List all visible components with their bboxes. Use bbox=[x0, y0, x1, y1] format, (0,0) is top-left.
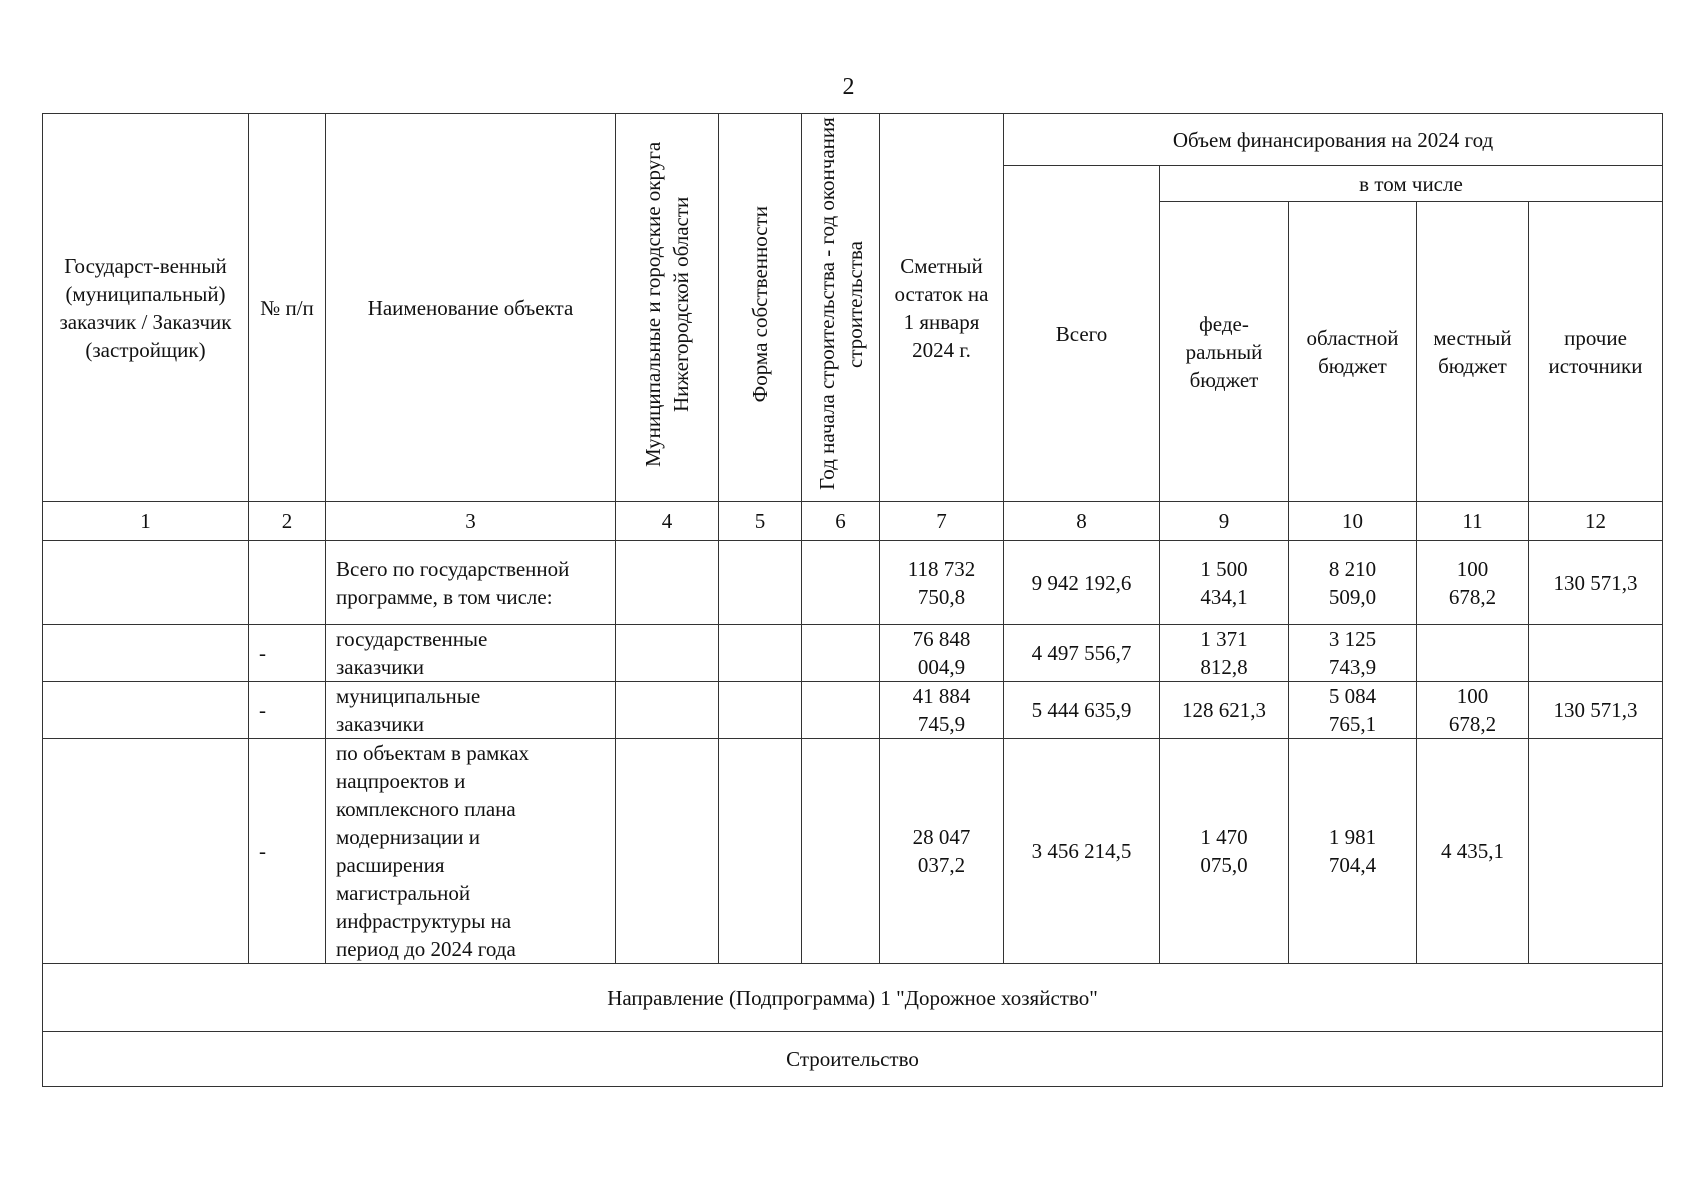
section-construction: Строительство bbox=[43, 1032, 1663, 1087]
header-funding-title bbox=[1004, 114, 1663, 166]
cell-object-name: государственные заказчики bbox=[326, 625, 616, 682]
cell-object-name: Всего по государственной программе, в том числе: bbox=[326, 541, 616, 625]
cell-object-name: по объектам в рамках нацпроектов и комплексного плана модернизации и расширения магистральной инфраструктуры на период до 2024 года bbox=[326, 739, 616, 964]
cell-years bbox=[802, 682, 880, 739]
header-regional bbox=[1289, 202, 1417, 502]
header-ownership bbox=[719, 114, 802, 502]
cell-district bbox=[616, 682, 719, 739]
column-number: 7 bbox=[880, 502, 1004, 541]
header-federal-text: феде-ральный бюджет bbox=[1185, 311, 1263, 392]
table-row bbox=[43, 682, 1663, 739]
cell-balance: 41 884 745,9 bbox=[880, 682, 1004, 739]
header-district-text: Муниципальные и городские округа Нижегородской области bbox=[641, 141, 693, 467]
table-row bbox=[43, 625, 1663, 682]
cell-district bbox=[616, 739, 719, 964]
cell-number: - bbox=[249, 739, 326, 964]
column-number: 11 bbox=[1417, 502, 1529, 541]
cell-local: 100 678,2 bbox=[1417, 682, 1529, 739]
cell-regional: 3 125 743,9 bbox=[1289, 625, 1417, 682]
cell-balance: 28 047 037,2 bbox=[880, 739, 1004, 964]
column-numbers-row bbox=[43, 502, 1663, 541]
cell-ownership bbox=[719, 682, 802, 739]
column-number: 10 bbox=[1289, 502, 1417, 541]
header-federal bbox=[1160, 202, 1289, 502]
cell-regional: 5 084 765,1 bbox=[1289, 682, 1417, 739]
column-number: 6 bbox=[802, 502, 880, 541]
header-customer-text: Государст-венный (муниципальный) заказчик / Заказчик (застройщик) bbox=[59, 253, 232, 362]
cell-other: 130 571,3 bbox=[1529, 541, 1663, 625]
header-including-text: в том числе bbox=[1359, 171, 1463, 196]
cell-local: 4 435,1 bbox=[1417, 739, 1529, 964]
cell-other bbox=[1529, 625, 1663, 682]
header-district bbox=[616, 114, 719, 502]
cell-object-name: муниципальные заказчики bbox=[326, 682, 616, 739]
header-including bbox=[1160, 166, 1663, 202]
column-number: 1 bbox=[43, 502, 249, 541]
header-object-name bbox=[326, 114, 616, 502]
cell-customer bbox=[43, 541, 249, 625]
section-direction-row bbox=[43, 964, 1663, 1032]
cell-customer bbox=[43, 682, 249, 739]
cell-district bbox=[616, 541, 719, 625]
header-number-text: № п/п bbox=[260, 295, 314, 320]
page-number: 2 bbox=[842, 74, 855, 100]
cell-total: 3 456 214,5 bbox=[1004, 739, 1160, 964]
column-number: 12 bbox=[1529, 502, 1663, 541]
header-years bbox=[802, 114, 880, 502]
header-balance-text: Сметный остаток на 1 января 2024 г. bbox=[894, 253, 989, 362]
header-object-name-text: Наименование объекта bbox=[367, 295, 574, 320]
header-customer bbox=[43, 114, 249, 502]
cell-ownership bbox=[719, 739, 802, 964]
cell-ownership bbox=[719, 625, 802, 682]
cell-total: 4 497 556,7 bbox=[1004, 625, 1160, 682]
column-number: 3 bbox=[326, 502, 616, 541]
cell-number: - bbox=[249, 625, 326, 682]
cell-federal: 1 470 075,0 bbox=[1160, 739, 1289, 964]
cell-years bbox=[802, 739, 880, 964]
cell-other: 130 571,3 bbox=[1529, 682, 1663, 739]
cell-federal: 128 621,3 bbox=[1160, 682, 1289, 739]
header-balance bbox=[880, 114, 1004, 502]
header-total bbox=[1004, 166, 1160, 502]
header-other bbox=[1529, 202, 1663, 502]
cell-regional: 1 981 704,4 bbox=[1289, 739, 1417, 964]
column-number: 2 bbox=[249, 502, 326, 541]
cell-local: 100 678,2 bbox=[1417, 541, 1529, 625]
section-construction-row bbox=[43, 1032, 1663, 1087]
header-regional-text: областной бюджет bbox=[1306, 325, 1399, 378]
column-number: 9 bbox=[1160, 502, 1289, 541]
column-number: 5 bbox=[719, 502, 802, 541]
header-total-text: Всего bbox=[1055, 321, 1108, 346]
cell-customer bbox=[43, 625, 249, 682]
cell-total: 9 942 192,6 bbox=[1004, 541, 1160, 625]
header-ownership-text: Форма собственности bbox=[748, 205, 772, 403]
cell-federal: 1 500 434,1 bbox=[1160, 541, 1289, 625]
cell-regional: 8 210 509,0 bbox=[1289, 541, 1417, 625]
financing-table bbox=[42, 113, 1663, 1087]
header-row-1 bbox=[43, 114, 1663, 166]
cell-number: - bbox=[249, 682, 326, 739]
column-number: 4 bbox=[616, 502, 719, 541]
cell-years bbox=[802, 541, 880, 625]
cell-local bbox=[1417, 625, 1529, 682]
header-years-text: Год начала строительства - год окончания строительства bbox=[814, 117, 867, 491]
header-funding-title-text: Объем финансирования на 2024 год bbox=[1172, 127, 1494, 152]
column-number: 8 bbox=[1004, 502, 1160, 541]
cell-ownership bbox=[719, 541, 802, 625]
cell-number bbox=[249, 541, 326, 625]
header-number bbox=[249, 114, 326, 502]
table-row bbox=[43, 541, 1663, 625]
cell-years bbox=[802, 625, 880, 682]
section-direction: Направление (Подпрограмма) 1 "Дорожное хозяйство" bbox=[43, 964, 1663, 1032]
cell-balance: 118 732 750,8 bbox=[880, 541, 1004, 625]
header-local-text: местный бюджет bbox=[1433, 325, 1512, 378]
cell-customer bbox=[43, 739, 249, 964]
header-local bbox=[1417, 202, 1529, 502]
cell-total: 5 444 635,9 bbox=[1004, 682, 1160, 739]
cell-federal: 1 371 812,8 bbox=[1160, 625, 1289, 682]
cell-balance: 76 848 004,9 bbox=[880, 625, 1004, 682]
cell-other bbox=[1529, 739, 1663, 964]
header-other-text: прочие источники bbox=[1548, 325, 1643, 378]
cell-district bbox=[616, 625, 719, 682]
table-row bbox=[43, 739, 1663, 964]
